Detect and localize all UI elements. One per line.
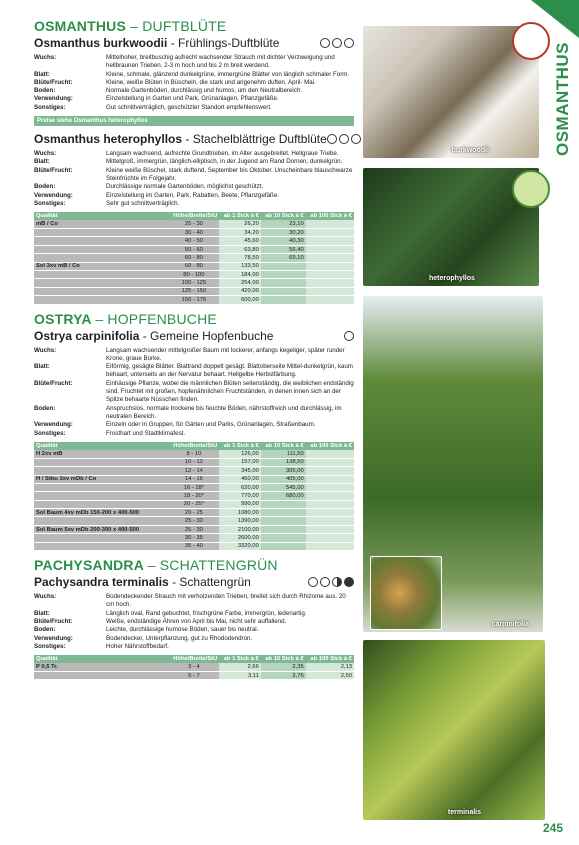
table-cell <box>306 483 354 491</box>
table-cell: 20 - 25* <box>168 500 219 508</box>
table-cell <box>34 296 168 304</box>
table-header: ab 10 Stck à € <box>261 442 306 450</box>
table-cell: 2,50 <box>306 671 354 679</box>
table-cell: Sol Baum 4xv mDb 150-200 x 400-500 <box>34 509 168 517</box>
table-cell: 157,00 <box>219 458 260 466</box>
table-cell <box>261 296 306 304</box>
description-value: Langsam wachsender mittelgroßer Baum mit lockerer, anfangs kegeliger, später runder Krone, graue Borke. <box>106 346 345 362</box>
table-cell <box>306 254 354 262</box>
table-header: ab 100 Stck à € <box>306 212 354 220</box>
description-carpinifolia <box>34 347 354 438</box>
description-value: Länglich oval, Rand gebuchtet, frischgrüne Farbe, immergrün, ledenartig. <box>106 609 307 617</box>
description-row <box>34 405 354 422</box>
description-value: Weiße, endständige Ähren von April bis Mai, nicht sehr auffallend. <box>106 617 287 625</box>
genus-heading-ostrya: OSTRYA – HOPFENBUCHE <box>34 310 217 327</box>
table-cell <box>306 450 354 458</box>
description-value: Kleine, schmale, glänzend dunkelgrüne, immergrüne Blätter von länglich schmaler Form. <box>106 70 350 78</box>
description-row <box>34 593 354 610</box>
table-cell: 25 - 30 <box>168 220 219 228</box>
table-cell <box>34 237 168 245</box>
table-cell: 125 - 150 <box>168 287 219 295</box>
table-cell <box>306 296 354 304</box>
description-row <box>34 618 354 626</box>
table-cell <box>34 483 168 491</box>
description-key: Verwendung: <box>34 421 73 429</box>
description-row <box>34 363 354 380</box>
table-row <box>34 262 354 270</box>
description-row <box>34 183 354 191</box>
table-cell: 12 - 14 <box>168 467 219 475</box>
description-row <box>34 192 354 200</box>
table-cell: 990,00 <box>219 500 260 508</box>
description-value: Hoher Nährstoffbedarf. <box>106 642 169 650</box>
table-row <box>34 287 354 295</box>
description-row <box>34 421 354 429</box>
table-cell: 40,30 <box>261 237 306 245</box>
description-value: Sehr gut schnittverträglich. <box>106 199 180 207</box>
table-cell <box>261 271 306 279</box>
table-cell: 10 - 12 <box>168 458 219 466</box>
description-value: Einzelstellung in Garten und Park, Grünanlagen, Pflanzgefäße. <box>106 95 279 103</box>
table-cell: 45,60 <box>219 237 260 245</box>
table-cell: 345,00 <box>219 467 260 475</box>
species-heading-carpinifolia: Ostrya carpinifolia - Gemeine Hopfenbuche <box>34 329 354 343</box>
table-row <box>34 229 354 237</box>
description-key: Blatt: <box>34 70 50 78</box>
table-row <box>34 279 354 287</box>
table-cell <box>34 458 168 466</box>
description-row <box>34 635 354 643</box>
table-cell: 2,66 <box>219 663 260 671</box>
description-row <box>34 430 354 438</box>
table-row <box>34 237 354 245</box>
table-cell: 111,50 <box>261 450 306 458</box>
table-cell <box>306 220 354 228</box>
table-cell <box>34 534 168 542</box>
table-cell: H / Stbu 3xv mDb / Co <box>34 475 168 483</box>
table-row <box>34 220 354 228</box>
table-header: ab 10 Stck à € <box>261 212 306 220</box>
table-cell: 60 - 80 <box>168 262 219 270</box>
table-cell <box>306 458 354 466</box>
table-cell: 3320,00 <box>219 542 260 550</box>
table-cell: 405,00 <box>261 475 306 483</box>
table-cell: 25 - 30 <box>168 517 219 525</box>
description-value: Gut schnittverträglich, geschützter Standort empfehlenswert. <box>106 103 272 111</box>
description-value: Durchlässige normale Gartenböden, möglichst geschützt. <box>106 183 264 191</box>
table-cell: 5 - 7 <box>168 671 219 679</box>
table-cell <box>34 245 168 253</box>
table-cell <box>261 542 306 550</box>
table-cell <box>34 229 168 237</box>
table-cell: 770,00 <box>219 492 260 500</box>
table-cell: 2100,00 <box>219 525 260 533</box>
content-column <box>34 18 354 686</box>
table-cell <box>34 271 168 279</box>
table-cell: 2600,00 <box>219 534 260 542</box>
table-cell: 305,00 <box>261 467 306 475</box>
light-symbols <box>320 38 354 48</box>
photo-terminalis <box>363 640 545 820</box>
table-cell: 133,50 <box>219 262 260 270</box>
label-badge <box>512 170 550 208</box>
description-burkwoodii <box>34 54 354 112</box>
description-key: Wuchs: <box>34 150 57 158</box>
description-row <box>34 158 354 166</box>
description-key: Wuchs: <box>34 593 57 601</box>
description-value: Eiförmig, gesägte Blätter. Blattrand doppelt gesägt. Blattoberseite Mittel-dunkelgrün, kaum behaart; unterseits an der Nervatur behaart. Hellgelbe Herbstfärbung. <box>106 363 353 379</box>
table-cell <box>261 500 306 508</box>
table-cell: 100 - 125 <box>168 279 219 287</box>
table-row <box>34 467 354 475</box>
table-cell <box>34 467 168 475</box>
table-cell <box>306 525 354 533</box>
table-row <box>34 671 354 679</box>
table-cell: 3 - 4 <box>168 663 219 671</box>
description-key: Boden: <box>34 87 56 95</box>
table-cell <box>306 500 354 508</box>
table-cell: 25 - 30 <box>168 525 219 533</box>
table-header: ab 1 Stck à € <box>219 442 260 450</box>
description-key: Blüte/Frucht: <box>34 78 73 86</box>
table-cell <box>261 534 306 542</box>
table-cell <box>261 287 306 295</box>
caption-carpinifolia: carpinifolia <box>491 621 529 628</box>
table-row <box>34 517 354 525</box>
description-key: Blüte/Frucht: <box>34 166 73 174</box>
table-cell <box>34 500 168 508</box>
light-symbols <box>327 134 361 144</box>
table-cell: 30 - 40 <box>168 229 219 237</box>
table-cell <box>261 262 306 270</box>
description-key: Blüte/Frucht: <box>34 617 73 625</box>
description-row <box>34 380 354 405</box>
description-key: Blüte/Frucht: <box>34 379 73 387</box>
description-row <box>34 167 354 184</box>
table-cell: 1390,00 <box>219 517 260 525</box>
table-cell: 30 - 35 <box>168 534 219 542</box>
table-cell: 150 - 175 <box>168 296 219 304</box>
table-row <box>34 254 354 262</box>
description-row <box>34 71 354 79</box>
description-key: Verwendung: <box>34 634 73 642</box>
description-row <box>34 626 354 634</box>
table-cell: 23,10 <box>261 220 306 228</box>
table-cell <box>306 517 354 525</box>
genus-heading-pachysandra: PACHYSANDRA – SCHATTENGRÜN <box>34 557 278 574</box>
table-header: Qualität <box>34 655 168 663</box>
table-cell: 2,13 <box>306 663 354 671</box>
species-heading-heterophyllos: Osmanthus heterophyllos - Stachelblättrige Duftblüte <box>34 132 354 146</box>
price-table-osmanthus <box>34 212 354 304</box>
table-cell: Sol 3xv mB / Co <box>34 262 168 270</box>
table-row <box>34 534 354 542</box>
description-value: Bodendecker, Unterpflanzung, gut zu Rhododendron. <box>106 634 253 642</box>
description-row <box>34 95 354 103</box>
light-symbols <box>344 331 354 341</box>
award-badge <box>512 22 550 60</box>
table-cell: 14 - 16 <box>168 475 219 483</box>
table-cell: 34,20 <box>219 229 260 237</box>
description-row <box>34 150 354 158</box>
description-key: Boden: <box>34 626 56 634</box>
table-cell <box>306 245 354 253</box>
description-key: Blatt: <box>34 158 50 166</box>
table-cell: 184,00 <box>219 271 260 279</box>
photo-carpinifolia-inset <box>370 556 442 630</box>
table-cell: 63,80 <box>219 245 260 253</box>
species-heading-burkwoodii: Osmanthus burkwoodii - Frühlings-Duftblüte <box>34 36 354 50</box>
table-cell: P 0,5 Tr. <box>34 663 168 671</box>
description-row <box>34 610 354 618</box>
table-cell <box>261 279 306 287</box>
description-row <box>34 643 354 651</box>
description-value: Bodendeckender Strauch mit verholzenden Trieben, breitet sich durch Rhizome aus. 20 cm hoch. <box>106 593 346 609</box>
table-cell <box>34 287 168 295</box>
table-cell: 50 - 60 <box>168 245 219 253</box>
table-cell: 40 - 50 <box>168 237 219 245</box>
description-row <box>34 104 354 112</box>
table-header: Qualität <box>34 212 168 220</box>
page-number: 245 <box>542 821 563 835</box>
table-cell <box>306 534 354 542</box>
description-row <box>34 200 354 208</box>
light-symbols <box>308 577 354 587</box>
description-key: Sonstiges: <box>34 642 66 650</box>
table-row <box>34 475 354 483</box>
table-header: ab 1 Stck à € <box>219 212 260 220</box>
table-header: ab 100 Stck à € <box>306 655 354 663</box>
table-cell <box>261 517 306 525</box>
table-cell <box>34 279 168 287</box>
description-terminalis <box>34 593 354 651</box>
table-row <box>34 500 354 508</box>
table-row <box>34 663 354 671</box>
description-key: Boden: <box>34 404 56 412</box>
table-cell: 78,50 <box>219 254 260 262</box>
table-cell <box>306 509 354 517</box>
table-cell: 420,00 <box>219 287 260 295</box>
table-cell: 1080,00 <box>219 509 260 517</box>
table-cell <box>306 467 354 475</box>
table-cell: 545,00 <box>261 483 306 491</box>
description-key: Sonstiges: <box>34 429 66 437</box>
table-cell <box>34 542 168 550</box>
table-cell <box>261 525 306 533</box>
table-cell: 254,00 <box>219 279 260 287</box>
description-value: Einzeln oder in Gruppen, für Gärten und Parks, Grünanlagen, Straßenbaum. <box>106 421 316 429</box>
description-value: Mittelhoher, breitbuschig aufrecht wachsender Strauch mit dichter Verzweigung und hellbraunen Trieben. 2-3 m hoch und bis 2 m breit werdend. <box>106 54 335 70</box>
table-row <box>34 492 354 500</box>
price-note-bar: Preise siehe Osmanthus heterophyllos <box>34 116 354 126</box>
table-row <box>34 525 354 533</box>
description-key: Sonstiges: <box>34 103 66 111</box>
table-cell <box>306 262 354 270</box>
table-cell: 8 - 10 <box>168 450 219 458</box>
description-key: Verwendung: <box>34 95 73 103</box>
table-header: ab 100 Stck à € <box>306 442 354 450</box>
table-cell: 18 - 20* <box>168 492 219 500</box>
description-value: Frosthart und Stadtklimafest. <box>106 429 186 437</box>
table-cell <box>306 475 354 483</box>
table-cell: 60 - 80 <box>168 254 219 262</box>
table-cell <box>306 492 354 500</box>
table-cell: 620,00 <box>219 483 260 491</box>
table-row <box>34 245 354 253</box>
description-value: Einhäusige Pflanze, wobei die männlichen Blüten seitenständig, die weiblichen endständig sind. Fruchtet mit großen, hopfenähnlichen Fruchtständen, in denen innen sich an der Spitze behaarte Nüsschen finden. <box>106 379 354 404</box>
table-cell: 680,00 <box>261 492 306 500</box>
table-cell: 138,50 <box>261 458 306 466</box>
table-cell: 80 - 100 <box>168 271 219 279</box>
table-cell <box>34 671 168 679</box>
table-cell: 35 - 40 <box>168 542 219 550</box>
caption-burkwoodii: burkwoodii <box>451 147 489 154</box>
table-cell: 16 - 18* <box>168 483 219 491</box>
price-table-pachysandra <box>34 655 354 680</box>
description-key: Blatt: <box>34 609 50 617</box>
description-value: Kleine, weiße Blüten in Büscheln, die stark und angenehm duften. April- Mai. <box>106 78 316 86</box>
description-value: Leichte, durchlässige humose Böden, sauer bis neutral. <box>106 626 259 634</box>
table-cell: 126,00 <box>219 450 260 458</box>
description-key: Verwendung: <box>34 191 73 199</box>
description-key: Boden: <box>34 183 56 191</box>
description-heterophyllos <box>34 150 354 208</box>
description-key: Wuchs: <box>34 346 57 354</box>
description-value: Mittelgroß, immergrün, länglich-elliptisch, in der Jugend am Rand Dornen, dunkelgrün. <box>106 158 343 166</box>
description-key: Wuchs: <box>34 54 57 61</box>
table-cell: 30,20 <box>261 229 306 237</box>
table-header: ab 10 Stck à € <box>261 655 306 663</box>
table-header: ab 1 Stck à € <box>219 655 260 663</box>
price-table-ostrya <box>34 442 354 551</box>
table-row <box>34 509 354 517</box>
table-row <box>34 542 354 550</box>
table-cell: 460,00 <box>219 475 260 483</box>
table-cell <box>261 509 306 517</box>
table-header: Höhe/Breite/StU <box>168 442 219 450</box>
table-cell: 69,10 <box>261 254 306 262</box>
table-cell <box>306 229 354 237</box>
description-value: Einzelstellung im Garten, Park, Rabatten, Beete, Pflanzgefäße. <box>106 191 279 199</box>
table-row <box>34 483 354 491</box>
table-row <box>34 450 354 458</box>
table-cell: 600,00 <box>219 296 260 304</box>
table-cell <box>306 237 354 245</box>
description-value: Anspruchslos, normale trockene bis feuchte Böden, nährstoffreich und durchlässig, im neutralen Bereich. <box>106 404 342 420</box>
table-cell <box>306 271 354 279</box>
table-header: Qualität <box>34 442 168 450</box>
table-cell <box>306 542 354 550</box>
species-heading-terminalis: Pachysandra terminalis - Schattengrün <box>34 575 354 589</box>
table-cell <box>306 287 354 295</box>
table-row <box>34 296 354 304</box>
table-cell <box>34 254 168 262</box>
table-cell: 26,20 <box>219 220 260 228</box>
table-cell <box>34 517 168 525</box>
table-cell: 56,40 <box>261 245 306 253</box>
description-key: Blatt: <box>34 363 50 371</box>
description-key: Sonstiges: <box>34 199 66 207</box>
table-cell: 2,35 <box>261 663 306 671</box>
table-cell: 3,11 <box>219 671 260 679</box>
side-title: OSMANTHUS <box>553 41 572 157</box>
table-row <box>34 458 354 466</box>
table-row <box>34 271 354 279</box>
table-cell: 2,75 <box>261 671 306 679</box>
table-cell <box>34 492 168 500</box>
description-value: Kleine weiße Büschel, stark duftend, September bis Oktober. Unscheinbare blauschwarze Steinfrüchte im Folgejahr. <box>106 166 353 182</box>
description-row <box>34 347 354 364</box>
table-cell: 20 - 25 <box>168 509 219 517</box>
table-cell <box>306 279 354 287</box>
description-value: Langsam wachsend, aufrechte Grundtrieben, im Alter ausgebreitet. Hellgraue Triebe. <box>106 150 339 158</box>
description-row <box>34 87 354 95</box>
table-cell: Sol Baum 5xv mDb 200-300 x 400-500 <box>34 525 168 533</box>
table-header: Höhe/Breite/StU <box>168 655 219 663</box>
caption-heterophyllos: heterophyllos <box>429 275 475 282</box>
description-value: Normale Gartenböden, durchlässig und humos, um den Neutralbereich. <box>106 87 303 95</box>
table-cell: mB / Co <box>34 220 168 228</box>
description-row <box>34 54 354 71</box>
description-row <box>34 79 354 87</box>
genus-heading-osmanthus: OSMANTHUS – DUFTBLÜTE <box>34 18 227 34</box>
caption-terminalis: terminalis <box>447 809 481 816</box>
table-cell: H 2xv mB <box>34 450 168 458</box>
table-header: Höhe/Breite/StU <box>168 212 219 220</box>
